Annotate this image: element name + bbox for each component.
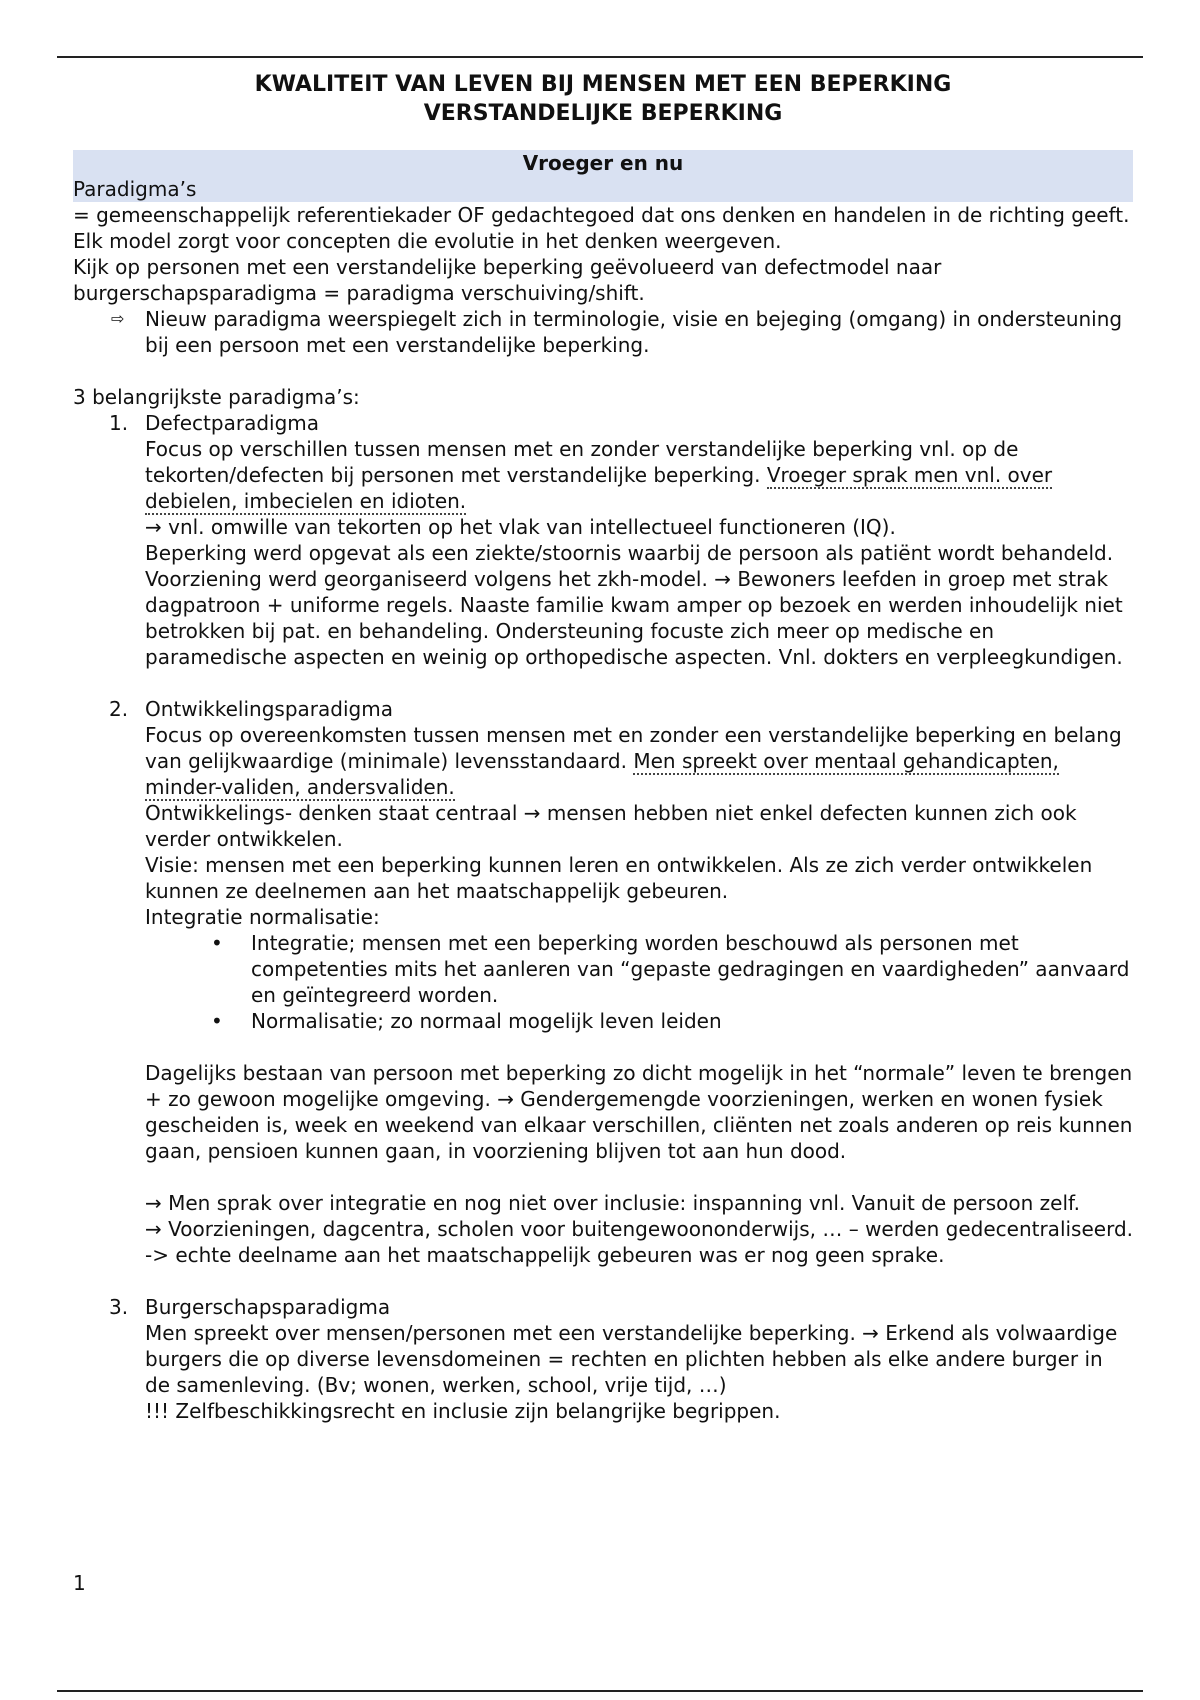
item-text: Focus op verschillen tussen mensen met en zonder verstandelijke beperking vnl. op de tekorten/defecten bij personen met verstandelijke beperking. Vroeger sprak men vnl. over debielen, imbecielen en idioten. [145,437,1053,513]
item-text: Focus op overeenkomsten tussen mensen met en zonder een verstandelijke beperking en belang van gelijkwaardige (minimale) levensstandaard. Men spreekt over mentaal gehandicapten, minder-validen, andersvaliden. [145,723,1122,799]
item-text: → Men sprak over integratie en nog niet over inclusie: inspanning vnl. Vanuit de persoon zelf. [145,1191,1080,1215]
arrow-list-item [111,306,1133,358]
item-text: Visie: mensen met een beperking kunnen leren en ontwikkelen. Als ze zich verder ontwikkelen kunnen ze deelnemen aan het maatschappelijk gebeuren. [145,853,1093,903]
item-text: Men spreekt over mensen/personen met een verstandelijke beperking. → Erkend als volwaardige burgers die op diverse levensdomeinen = rechten en plichten hebben als elke andere burger in de samenleving. (Bv; wonen, werken, school, vrije tijd, …) [145,1321,1118,1397]
item-heading: Defectparadigma [145,411,320,435]
item-text: Integratie normalisatie: [145,905,380,929]
paradigm-item-citizenship [73,1294,1133,1424]
item-text: Beperking werd opgevat als een ziekte/stoornis waarbij de persoon als patiënt wordt behandeld. Voorziening werd georganiseerd volgens het zkh-model. → Bewoners leefden in groep met strak dagpatroon + uniforme regels. Naaste familie kwam amper op bezoek en werden inhoudelijk niet betrokken bij pat. en behandeling. Ondersteuning focuste zich meer op medische en paramedische aspecten en weinig op orthopedische aspecten. Vnl. dokters en verpleegkundigen. [145,541,1123,669]
section-header [73,150,1133,202]
list-intro: 3 belangrijkste paradigma’s: [73,385,360,409]
intro-definition: = gemeenschappelijk referentiekader OF gedachtegoed dat ons denken en handelen in de richting geeft. Elk model zorgt voor concepten die evolutie in het denken weergeven. [73,203,1130,253]
bullet-text: Normalisatie; zo normaal mogelijk leven leiden [251,1009,722,1033]
arrow-right-icon: ⇨ [111,309,125,328]
document-page [73,70,1133,1424]
bullet-icon: • [211,1009,223,1033]
item-number: 1. [109,411,129,435]
bullet-list [145,930,1133,1034]
paradigm-item-development [73,696,1133,1294]
item-heading: Burgerschapsparadigma [145,1295,391,1319]
item-text: !!! Zelfbeschikkingsrecht en inclusie zijn belangrijke begrippen. [145,1399,781,1423]
bullet-text: Integratie; mensen met een beperking worden beschouwd als personen met competenties mits het aanleren van “gepaste gedragingen en vaardigheden” aanvaard en geïntegreerd worden. [251,931,1130,1007]
doc-title-line1: KWALITEIT VAN LEVEN BIJ MENSEN MET EEN BEPERKING [254,72,952,97]
item-number: 2. [109,697,129,721]
bullet-item [211,1008,1133,1034]
dotted-underline-text: Vroeger sprak men vnl. over debielen, imbecielen en idioten. [145,463,1053,513]
bullet-item [211,930,1133,1008]
item-text: → Voorzieningen, dagcentra, scholen voor buitengewoononderwijs, … – werden gedecentraliseerd. -> echte deelname aan het maatschappelijk gebeuren was er nog geen sprake. [145,1217,1134,1267]
bottom-rule [57,1690,1143,1692]
paradigm-list [73,410,1133,1424]
item-text: → vnl. omwille van tekorten op het vlak van intellectueel functioneren (IQ). [145,515,896,539]
bullet-icon: • [211,931,223,955]
page-number: 1 [73,1571,86,1595]
section-subtitle: Paradigma’s [73,177,197,201]
doc-title-line2: VERSTANDELIJKE BEPERKING [423,101,783,126]
section-title: Vroeger en nu [522,151,684,175]
arrow-item-text: Nieuw paradigma weerspiegelt zich in terminologie, visie en bejeging (omgang) in ondersteuning bij een persoon met een verstandelijke beperking. [145,307,1123,357]
intro-shift: Kijk op personen met een verstandelijke beperking geëvolueerd van defectmodel naar burgerschapsparadigma = paradigma verschuiving/shift. [73,255,942,305]
top-rule [57,56,1143,58]
item-heading: Ontwikkelingsparadigma [145,697,393,721]
item-text: Dagelijks bestaan van persoon met beperking zo dicht mogelijk in het “normale” leven te brengen + zo gewoon mogelijke omgeving. → Gendergemengde voorzieningen, werken en wonen fysiek gescheiden is, week en weekend van elkaar verschillen, cliënten net zoals anderen op reis kunnen gaan, pensioen kunnen gaan, in voorziening blijven tot aan hun dood. [145,1061,1133,1163]
item-text: Ontwikkelings- denken staat centraal → mensen hebben niet enkel defecten kunnen zich ook verder ontwikkelen. [145,801,1077,851]
item-number: 3. [109,1295,129,1319]
paradigm-item-defect [73,410,1133,696]
dotted-underline-text: Men spreekt over mentaal gehandicapten, minder-validen, andersvaliden. [145,749,1059,799]
